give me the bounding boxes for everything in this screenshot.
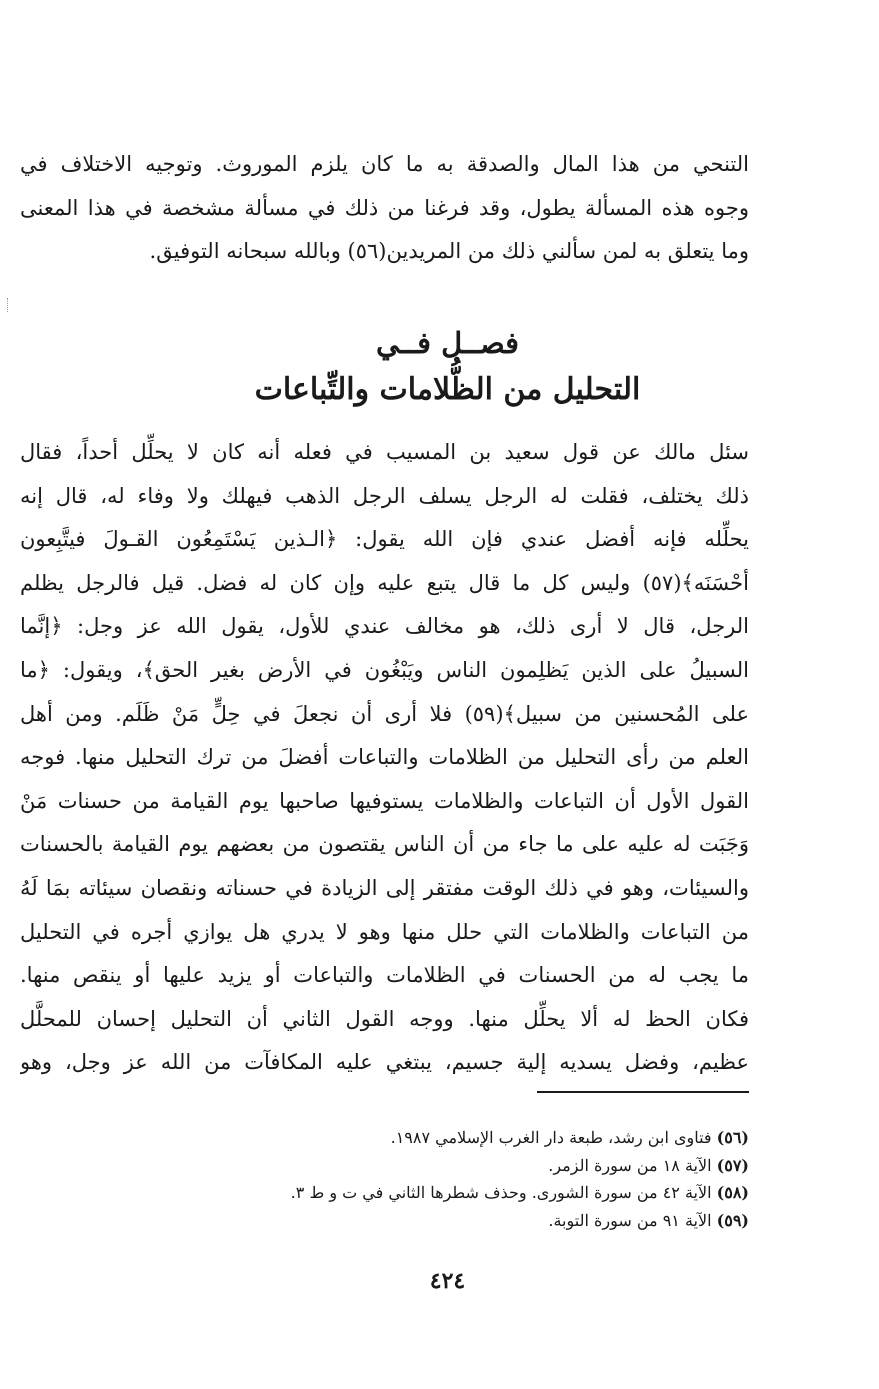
footnote: [140, 1152, 749, 1180]
footnote: [140, 1124, 749, 1152]
text-line: وجوه هذه المسألة يطول، وقد فرغنا من ذلك في مسألة مشخصة في هذا المعنى: [20, 195, 749, 220]
text-line: فكان الحظ له ألا يحلِّل منها. ووجه القول الثاني أن التحليل إحسان للمحلَّل: [20, 1006, 749, 1031]
text-line: على المُحسنين من سبيل﴾(٥٩) فلا أرى أن نجعلَ في حِلٍّ مَنْ ظَلَم. ومن أهل: [20, 701, 749, 726]
text-line: أحْسَنَه﴾(٥٧) وليس كل ما قال يتبع عليه وإن كان له فضل. قيل فالرجل يظلم: [20, 570, 749, 595]
text-line: يحلِّله فإنه أفضل عندي فإن الله يقول: ﴿الـذين يَسْتَمِعُون القـولَ فيتَّبِعون: [20, 527, 749, 552]
footnote: [140, 1207, 749, 1235]
text-line: وَجَبَت له عليه على ما جاء من أن الناس يقتصون من بعضهم يوم القيامة بالحسنات: [20, 832, 749, 857]
text-line: القول الأول أن التباعات والظلامات يستوفيها صاحبها يوم القيامة من حسنات مَنْ: [20, 788, 749, 813]
text-line: الرجل، قال لا أرى ذلك، هو مخالف عندي للأول، يقول الله عز وجل: ﴿إنَّما: [20, 614, 749, 639]
text-line: السبيلُ على الذين يَظلِمون الناس ويَبْغُون في الأرض بغير الحق﴾، ويقول: ﴿ما: [20, 657, 749, 682]
footnote-number: (٥٩): [716, 1210, 749, 1230]
footnote-number: (٥٧): [716, 1155, 749, 1175]
text-line: سئل مالك عن قول سعيد بن المسيب في فعله أنه كان لا يحلِّل أحداً، فقال: [20, 440, 749, 464]
text-line: التنحي من هذا المال والصدقة به ما كان يلزم الموروث. وتوجيه الاختلاف في: [20, 152, 749, 176]
body-paragraph: [20, 431, 749, 1085]
margin-mark: [7, 298, 9, 312]
intro-paragraph: [20, 143, 749, 274]
footnote-text: الآية ٤٢ من سورة الشورى. وحذف شطرها الثاني في ت و ط ٣.: [290, 1183, 717, 1202]
footnote-text: الآية ١٨ من سورة الزمر.: [548, 1155, 717, 1175]
footnote: [140, 1179, 749, 1207]
text-line: وما يتعلق به لمن سألني ذلك من المريدين(٥٦) وبالله سبحانه التوفيق.: [149, 239, 749, 264]
text-line: ذلك يختلف، فقلت له الرجل يسلف الرجل الذهب فيهلك ولا وفاء له، قال إنه: [20, 483, 749, 508]
footnote-text: الآية ٩١ من سورة التوبة.: [548, 1210, 717, 1230]
section-heading-label: فصــل فــي: [375, 326, 520, 360]
text-line: عظيم، وفضل يسديه إلية جسيم، يبتغي عليه المكافآت من الله عز وجل، وهو: [20, 1050, 749, 1075]
footnote-separator: [537, 1091, 749, 1093]
text-line: العلم من رأى التحليل من الظلامات والتباعات أفضلَ من ترك التحليل منها. فوجه: [20, 745, 749, 770]
section-title: التحليل من الظُّلامات والتِّباعات: [254, 372, 641, 407]
footnote-number: (٥٨): [716, 1183, 749, 1202]
footnotes: [140, 1124, 749, 1234]
page-number: ٤٢٤: [429, 1268, 466, 1294]
text-line: والسيئات، وهو في ذلك الوقت مفتقر إلى الزيادة في حسناته ونقصان سيئاته بمَا لَهُ: [20, 875, 749, 900]
footnote-text: فتاوى ابن رشد، طبعة دار الغرب الإسلامي ١٩٨٧.: [390, 1128, 717, 1147]
footnote-number: (٥٦): [716, 1128, 749, 1147]
text-line: من التباعات والظلامات التي حلل منها وهو لا يدري هل يوازي أجره في التحليل: [20, 919, 749, 944]
text-line: ما يجب له من الحسنات في الظلامات والتباعات أو يزيد عليها أو ينقص منها.: [20, 963, 749, 988]
